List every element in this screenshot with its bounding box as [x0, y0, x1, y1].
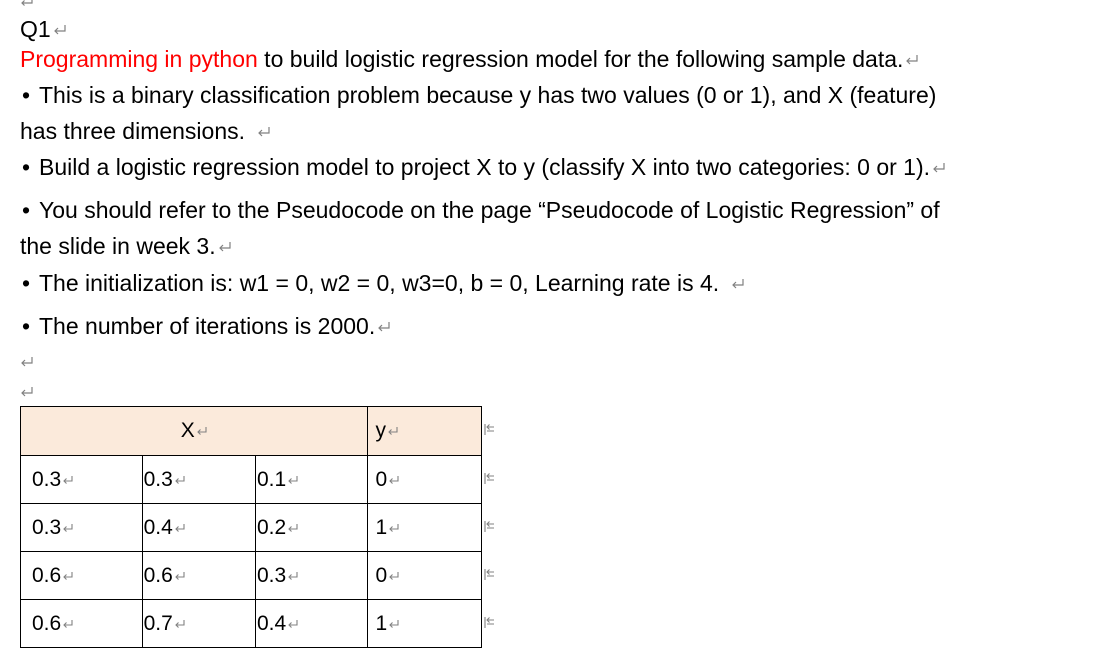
- table-cell: [368, 456, 482, 504]
- header-x-cell: [21, 407, 368, 456]
- bullet-text: the slide in week 3.: [20, 233, 216, 259]
- cell-end-icon: [62, 523, 74, 534]
- table-cell: [255, 600, 368, 648]
- bullet-text: has three dimensions.: [20, 118, 246, 144]
- cell-value: 0.6: [32, 611, 62, 635]
- table-cell: [21, 456, 143, 504]
- cell-value: 0.4: [256, 611, 287, 635]
- cell-value: 0.7: [143, 611, 173, 635]
- table-cell: [142, 456, 255, 504]
- table-row: [21, 456, 482, 504]
- cell-end-icon: [388, 523, 400, 534]
- table-row: [21, 504, 482, 552]
- intro-highlight: Programming in python: [20, 46, 258, 72]
- bullet-symbol: •: [22, 197, 31, 223]
- cell-end-icon: [388, 475, 400, 486]
- header-x-label: X: [180, 419, 195, 442]
- bullet-continuation: [20, 231, 232, 261]
- cell-value: 0.4: [143, 515, 173, 539]
- table-cell: [255, 504, 368, 552]
- bullet-text: The initialization is: w1 = 0, w2 = 0, w3=0, b = 0, Learning rate is 4.: [39, 270, 720, 296]
- cell-end-icon: [388, 571, 400, 582]
- paragraph-mark-icon: [53, 24, 67, 36]
- paragraph-mark-icon: [377, 321, 391, 333]
- bullet-text: This is a binary classification problem because y has two values (0 or 1), and X (feature): [39, 82, 937, 108]
- bullet-continuation: [20, 116, 271, 146]
- paragraph-mark-icon: [218, 241, 232, 253]
- cell-value: 0.6: [32, 563, 62, 587]
- empty-paragraph: [18, 346, 34, 376]
- row-end-icon: [484, 616, 496, 630]
- paragraph-mark-icon: [257, 126, 271, 138]
- table-cell: [255, 552, 368, 600]
- cell-end-icon: [62, 619, 74, 630]
- table-cell: [142, 504, 255, 552]
- question-label: Q1: [20, 16, 51, 42]
- table-row: [21, 552, 482, 600]
- cell-value: 0.3: [143, 467, 173, 491]
- row-end-icon: [484, 568, 496, 582]
- cell-end-icon: [388, 619, 400, 630]
- paragraph-mark-icon: [20, 356, 34, 368]
- cell-value: 0.3: [32, 515, 62, 539]
- intro-line: [20, 44, 919, 74]
- empty-paragraph: [18, 376, 34, 406]
- cell-end-icon: [174, 619, 186, 630]
- bullet-item: [22, 311, 391, 341]
- bullet-symbol: •: [22, 313, 31, 339]
- cell-value: 0.6: [143, 563, 173, 587]
- header-y-label: y: [375, 419, 386, 442]
- cell-value: 1: [375, 611, 388, 635]
- cell-end-icon: [287, 619, 299, 630]
- bullet-item: [22, 80, 936, 110]
- table-cell: [21, 504, 143, 552]
- cell-value: 0: [375, 563, 388, 587]
- paragraph-mark-icon: [20, 386, 34, 398]
- paragraph-mark-icon: [905, 54, 919, 66]
- table-cell: [368, 504, 482, 552]
- bullet-item: [22, 152, 946, 182]
- row-end-icon: [484, 472, 496, 486]
- sample-data-table: [20, 406, 482, 648]
- cell-end-icon: [174, 475, 186, 486]
- bullet-symbol: •: [22, 82, 31, 108]
- cell-end-icon: [287, 475, 299, 486]
- cell-value: 0.1: [256, 467, 287, 491]
- cell-end-icon: [62, 571, 74, 582]
- table-cell: [21, 552, 143, 600]
- cell-end-icon: [287, 571, 299, 582]
- row-end-icon: [484, 520, 496, 534]
- bullet-symbol: •: [22, 270, 31, 296]
- cell-value: 0: [375, 467, 388, 491]
- cell-end-icon: [174, 523, 186, 534]
- paragraph-mark-icon: [932, 162, 946, 174]
- cell-value: 1: [375, 515, 388, 539]
- cell-value: 0.2: [256, 515, 287, 539]
- bullet-text: You should refer to the Pseudocode on the page “Pseudocode of Logistic Regression” of: [39, 197, 940, 223]
- row-end-icon: [484, 423, 496, 437]
- bullet-item: [22, 195, 940, 225]
- table-cell: [21, 600, 143, 648]
- table-cell: [368, 552, 482, 600]
- cell-value: 0.3: [256, 563, 287, 587]
- table-row: [21, 600, 482, 648]
- cell-end-icon: [387, 426, 399, 437]
- paragraph-mark-icon: [731, 278, 745, 290]
- paragraph-mark-icon: [20, 0, 34, 2]
- bullet-text: Build a logistic regression model to project X to y (classify X into two categories: 0 or 1).: [39, 154, 931, 180]
- table-header-row: [21, 407, 482, 456]
- table-cell: [142, 552, 255, 600]
- cell-value: 0.3: [32, 467, 62, 491]
- header-y-cell: [368, 407, 482, 456]
- cell-end-icon: [196, 426, 208, 437]
- table-cell: [368, 600, 482, 648]
- table-cell: [255, 456, 368, 504]
- bullet-text: The number of iterations is 2000.: [39, 313, 376, 339]
- cell-end-icon: [287, 523, 299, 534]
- bullet-item: [22, 268, 745, 298]
- bullet-symbol: •: [22, 154, 31, 180]
- question-label-line: [20, 14, 67, 44]
- table-cell: [142, 600, 255, 648]
- cell-end-icon: [62, 475, 74, 486]
- cell-end-icon: [174, 571, 186, 582]
- intro-text: to build logistic regression model for the following sample data.: [257, 46, 904, 72]
